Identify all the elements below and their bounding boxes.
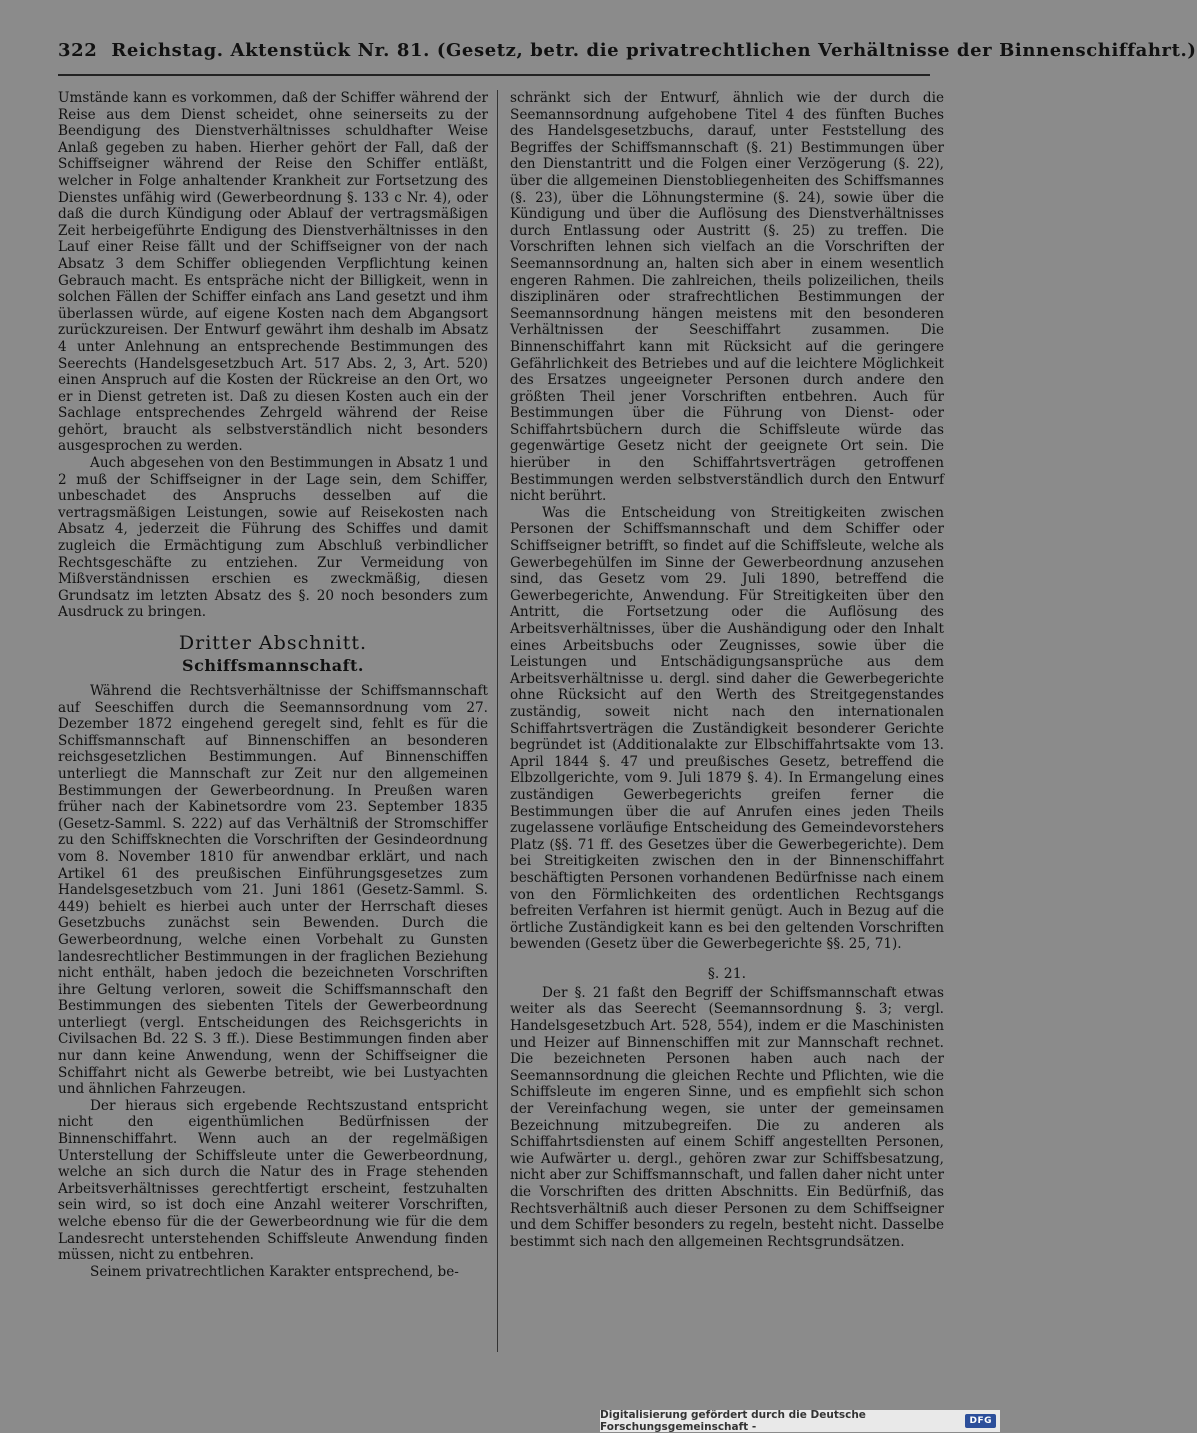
left-paragraph-4: Der hieraus sich ergebende Rechtszustand entspricht nicht den eigenthümlichen Bedürfnissen der Binnenschiffahrt. Wenn auch an der regelmäßigen Unterstellung der Schiffsleute unter die Gewerbeordnung, welche an sich durch die Natur des in Frage stehenden Arbeitsverhältnisses gerechtfertigt erscheint, festzuhalten sein wird, so ist doch eine Anzahl weiterer Vorschriften, welche ebenso für die der Gewerbeordnung wie für die dem Landesrecht unterstehenden Schiffsleute Anwendung finden müssen, nicht zu entbehren. — [58, 1097, 488, 1264]
left-paragraph-1: Umstände kann es vorkommen, daß der Schiffer während der Reise aus dem Dienst scheidet, ohne seinerseits zu der Beendigung des Dienstverhältnisses schuldhafter Weise Anlaß gegeben zu haben. Hierher gehört der Fall, daß der Schiffseigner während der Reise den Schiffer entläßt, welcher in Folge anhaltender Krankheit zur Fortsetzung des Dienstes unfähig wird (Gewerbeordnung §. 133 c Nr. 4), oder daß die durch Kündigung oder Ablauf der vertragsmäßigen Zeit herbeigeführte Endigung des Dienstverhältnisses in den Lauf einer Reise fällt und der Schiffseigner von der nach Absatz 3 dem Schiffer obliegenden Verpflichtung keinen Gebrauch macht. Es entspräche nicht der Billigkeit, wenn in solchen Fällen der Schiffer einfach ans Land gesetzt und ihm überlassen würde, auf eigene Kosten nach dem Abgangsort zurückzureisen. Der Entwurf gewährt ihm deshalb im Absatz 4 unter Anlehnung an entsprechende Bestimmungen des Seerechts (Handelsgesetzbuch Art. 517 Abs. 2, 3, Art. 520) einen Anspruch auf die Kosten der Rückreise an den Ort, wo er in Dienst getreten ist. Daß zu diesen Kosten auch ein der Sachlage entsprechendes Zehrgeld während der Reise gehört, braucht als selbstverständlich nicht besonders ausgesprochen zu werden. — [58, 90, 488, 455]
section-title: Dritter Abschnitt. — [178, 632, 368, 654]
right-paragraph-3: Der §. 21 faßt den Begriff der Schiffsmannschaft etwas weiter als das Seerecht (Seemannsordnung §. 3; vergl. Handelsgesetzbuch Art. 528, 554), indem er die Maschinisten und Heizer auf Binnenschiffen mit zur Mannschaft rechnet. Die bezeichneten Personen haben auch nach der Seemannsordnung die gleichen Rechte und Pflichten, wie die Schiffsleute im engeren Sinne, und es empfiehlt sich schon der Vereinfachung wegen, sie unter der gemeinsamen Bezeichnung mitzubegreifen. Die zu anderen als Schiffahrtsdiensten auf einem Schiff angestellten Personen, wie Aufwärter u. dergl., gehören zwar zur Schiffsbesatzung, nicht aber zur Schiffsmannschaft, und fallen daher nicht unter die Vorschriften des dritten Abschnitts. Ein Bedürfniß, das Rechtsverhältniß auch dieser Personen zu dem Schiffseigner und dem Schiffer besonders zu regeln, besteht nicht. Dasselbe bestimmt sich nach den allgemeinen Rechtsgrundsätzen. — [510, 984, 944, 1250]
left-column — [58, 90, 488, 1352]
paragraph-heading: §. 21. — [707, 965, 747, 982]
left-paragraph-2: Auch abgesehen von den Bestimmungen in Absatz 1 und 2 muß der Schiffseigner in der Lage sein, dem Schiffer, unbeschadet des Anspruchs desselben auf die vertragsmäßigen Leistungen, sowie auf Reisekosten nach Absatz 4, jederzeit die Führung des Schiffes und damit zugleich die Ermächtigung zum Abschluß verbindlicher Rechtsgeschäfte zu entziehen. Zur Vermeidung von Mißverständnissen erschien es zweckmäßig, diesen Grundsatz im letzten Absatz des §. 20 noch besonders zum Ausdruck zu bringen. — [58, 455, 488, 621]
section-subtitle: Schiffsmannschaft. — [182, 656, 364, 675]
page-number: 322 — [58, 40, 98, 61]
right-column — [510, 90, 944, 1352]
left-paragraph-5: Seinem privatrechtlichen Karakter entsprechend, be- — [90, 1263, 459, 1280]
running-title: Reichstag. Aktenstück Nr. 81. (Gesetz, betr. die privatrechtlichen Verhältnisse der Binnenschiffahrt.) — [111, 40, 1197, 61]
page-header — [58, 40, 1197, 70]
dfg-logo-icon: DFG — [965, 1414, 996, 1428]
right-paragraph-2: Was die Entscheidung von Streitigkeiten zwischen Personen der Schiffsmannschaft und dem Schiffer oder Schiffseigner betrifft, so findet auf die Schiffsleute, welche als Gewerbegehülfen im Sinne der Gewerbeordnung anzusehen sind, das Gesetz vom 29. Juli 1890, betreffend die Gewerbegerichte, Anwendung. Für Streitigkeiten über den Antritt, die Fortsetzung oder die Auflösung des Arbeitsverhältnisses, über die Aushändigung oder den Inhalt eines Arbeitsbuchs oder Zeugnisses, sowie über die Leistungen und Entschädigungsansprüche aus dem Arbeitsverhältnisse u. dergl. sind daher die Gewerbegerichte ohne Rücksicht auf den Werth des Streitgegenstandes zuständig, soweit nicht nach den internationalen Schiffahrtsverträgen die Zuständigkeit besonderer Gerichte begründet ist (Additionalakte zur Elbschiffahrtsakte vom 13. April 1844 §. 47 und preußisches Gesetz, betreffend die Elbzollgerichte, vom 9. Juli 1879 §. 4). In Ermangelung eines zuständigen Gewerbegerichts greifen ferner die Bestimmungen über die auf Anrufen eines jeden Theils zugelassene vorläufige Entscheidung des Gemeindevorstehers Platz (§§. 71 ff. des Gesetzes über die Gewerbegerichte). Dem bei Streitigkeiten zwischen den in der Binnenschiffahrt beschäftigten Personen vorhandenen Bedürfnisse nach einem von den Förmlichkeiten des ordentlichen Rechtsgangs befreiten Verfahren ist hiermit genügt. Auch in Bezug auf die örtliche Zuständigkeit kann es bei den geltenden Vorschriften bewenden (Gesetz über die Gewerbegerichte §§. 25, 71). — [510, 504, 944, 953]
header-rule — [58, 74, 930, 76]
footer-text: Digitalisierung gefördert durch die Deutsche Forschungsgemeinschaft - — [600, 1409, 866, 1433]
right-paragraph-1: schränkt sich der Entwurf, ähnlich wie der durch die Seemannsordnung aufgehobene Titel 4 des fünften Buches des Handelsgesetzbuchs, darauf, unter Feststellung des Begriffes der Schiffsmannschaft (§. 21) Bestimmungen über den Dienstantritt und die Folgen einer Verzögerung (§. 22), über die allgemeinen Dienstobliegenheiten des Schiffsmannes (§. 23), über die Löhnungstermine (§. 24), sowie über die Kündigung und über die Auflösung des Dienstverhältnisses durch Entlassung oder Austritt (§. 25) zu treffen. Die Vorschriften lehnen sich vielfach an die Vorschriften der Seemannsordnung an, halten sich aber in einem wesentlich engeren Rahmen. Die zahlreichen, theils polizeilichen, theils disziplinären oder strafrechtlichen Bestimmungen der Seemannsordnung hängen meistens mit den besonderen Verhältnissen der Seeschiffahrt zusammen. Die Binnenschiffahrt kann mit Rücksicht auf die geringere Gefährlichkeit des Betriebes und auf die leichtere Möglichkeit des Ersatzes ungeeigneter Personen durch andere den größten Theil jener Vorschriften entbehren. Auch für Bestimmungen über die Führung von Dienst- oder Schiffahrtsbüchern durch die Schiffsleute würde das gegenwärtige Gesetz nicht der geeignete Ort sein. Die hierüber in den Schiffahrtsverträgen getroffenen Bestimmungen werden selbstverständlich durch den Entwurf nicht berührt. — [510, 90, 944, 505]
footer-bar — [600, 1410, 1000, 1432]
left-paragraph-3: Während die Rechtsverhältnisse der Schiffsmannschaft auf Seeschiffen durch die Seemannsordnung vom 27. Dezember 1872 eingehend geregelt sind, fehlt es für die Schiffsmannschaft auf Binnenschiffen an besonderen reichsgesetzlichen Bestimmungen. Auf Binnenschiffen unterliegt die Mannschaft zur Zeit nur den allgemeinen Bestimmungen der Gewerbeordnung. In Preußen waren früher nach der Kabinetsordre vom 23. September 1835 (Gesetz-Samml. S. 222) auf das Verhältniß der Stromschiffer zu den Schiffsknechten die Vorschriften der Gesindeordnung vom 8. November 1810 für anwendbar erklärt, und nach Artikel 61 des preußischen Einführungsgesetzes zum Handelsgesetzbuch vom 21. Juni 1861 (Gesetz-Samml. S. 449) behielt es hierbei auch unter der Herrschaft dieses Gesetzbuchs zunächst sein Bewenden. Durch die Gewerbeordnung, welche einen Vorbehalt zu Gunsten landesrechtlicher Bestimmungen in der fraglichen Beziehung nicht enthält, haben jedoch die bezeichneten Vorschriften ihre Geltung verloren, soweit die Schiffsmannschaft den Bestimmungen des siebenten Titels der Gewerbeordnung unterliegt (vergl. Entscheidungen des Reichsgerichts in Civilsachen Bd. 22 S. 3 ff.). Diese Bestimmungen finden aber nur dann keine Anwendung, wenn der Schiffseigner die Schiffahrt nicht als Gewerbe betreibt, wie bei Lustyachten und ähnlichen Fahrzeugen. — [58, 683, 488, 1098]
column-divider — [497, 90, 498, 1352]
